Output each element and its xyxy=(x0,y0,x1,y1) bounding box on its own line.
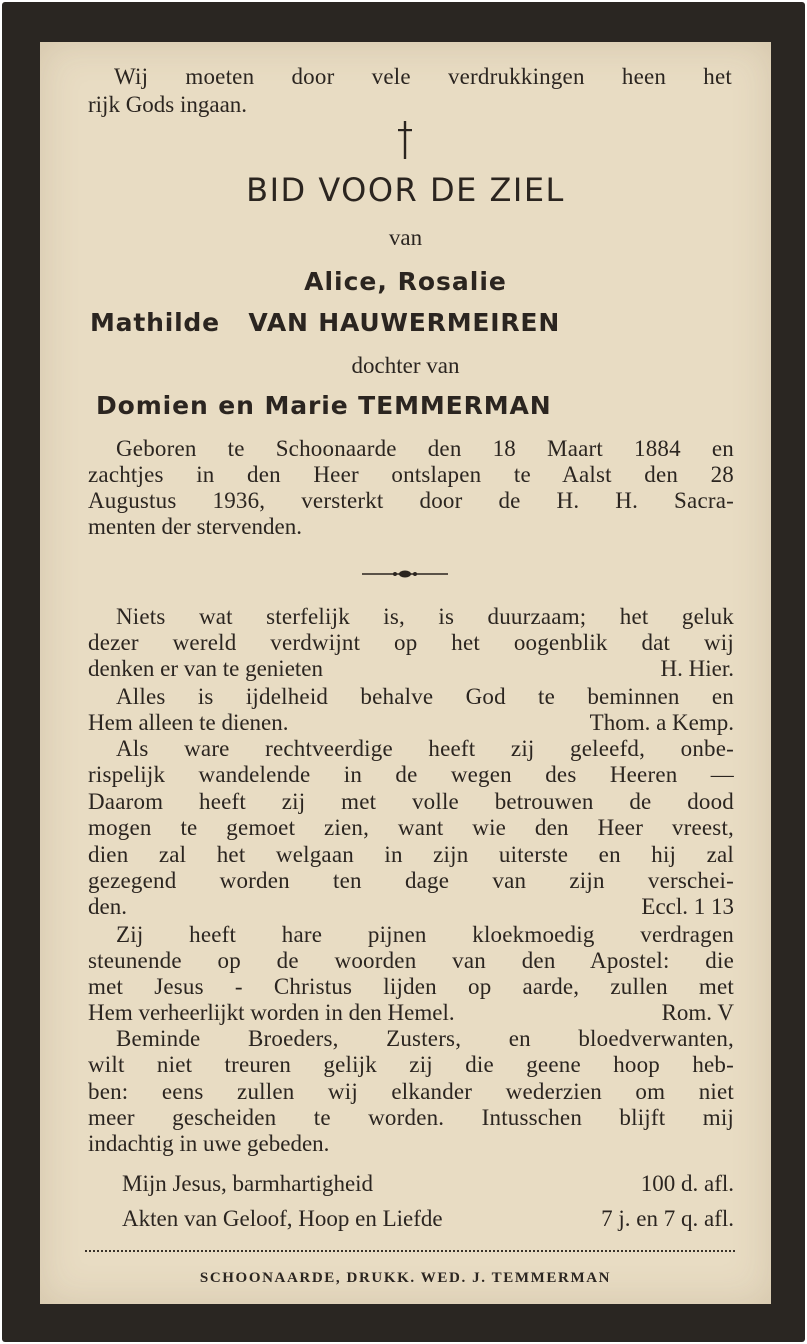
page-title: BID VOOR DE ZIEL xyxy=(246,171,565,209)
card-paper xyxy=(40,42,771,1304)
meditation-line: Beminde Broeders, Zusters, en bloedverwanten, xyxy=(116,1026,734,1051)
meditation-line: Zij heeft hare pijnen kloekmoedig verdragen xyxy=(116,922,734,947)
biography-line: Augustus 1936, versterkt door de H. H. Sacra- xyxy=(88,488,734,513)
biography-line: Geboren te Schoonaarde den 18 Maart 1884 en xyxy=(116,436,734,461)
biography-line: menten der stervenden. xyxy=(88,514,302,539)
meditation-line: met Jesus - Christus lijden op aarde, zullen met xyxy=(88,974,734,999)
meditation-line: wilt niet treuren gelijk zij die geene hoop heb- xyxy=(88,1052,734,1077)
biography-line: zachtjes in den Heer ontslapen te Aalst den 28 xyxy=(88,462,734,487)
parents-names: Domien en Marie TEMMERMAN xyxy=(96,391,552,420)
daughter-of-label: dochter van xyxy=(351,353,460,378)
citation-source: Eccl. 1 13 xyxy=(641,894,734,919)
citation-source: Rom. V xyxy=(661,1000,734,1025)
deceased-name: Mathilde VAN HAUWERMEIREN xyxy=(90,308,561,337)
meditation-line: den. xyxy=(88,894,127,919)
cross-icon xyxy=(395,120,415,160)
citation-source: H. Hier. xyxy=(660,656,734,681)
memorial-card xyxy=(2,2,805,1342)
printer-imprint: SCHOONAARDE, DRUKK. WED. J. TEMMERMAN xyxy=(199,1270,612,1286)
meditation-line: ben: eens zullen wij elkander wederzien om niet xyxy=(88,1079,734,1104)
meditation-line: dezer wereld verdwijnt op het oogenblik dat wij xyxy=(88,630,734,655)
meditation-line: Als ware rechtveerdige heeft zij geleefd, onbe- xyxy=(116,736,734,761)
meditation-line: Hem verheerlijkt worden in den Hemel. xyxy=(88,1000,455,1025)
meditation-line: gezegend worden ten dage van zijn verschei- xyxy=(88,868,734,893)
epigraph-line-2: rijk Gods ingaan. xyxy=(88,92,248,117)
deceased-first-names: Alice, Rosalie xyxy=(304,267,507,296)
indulgence-amount: 100 d. afl. xyxy=(640,1171,734,1196)
meditation-line: steunende op de woorden van den Apostel: die xyxy=(88,948,734,973)
meditation-line: rispelijk wandelende in de wegen des Heeren — xyxy=(88,762,734,787)
meditation-line: Alles is ijdelheid behalve God te beminnen en xyxy=(116,684,734,709)
ornament-divider-icon xyxy=(360,567,450,581)
meditation-line: dien zal het welgaan in zijn uiterste en hij zal xyxy=(88,842,734,867)
indulgence-prayer: Mijn Jesus, barmhartigheid xyxy=(122,1171,374,1196)
meditation-line: Hem alleen te dienen. xyxy=(88,710,289,735)
meditation-line: Daarom heeft zij met volle betrouwen de dood xyxy=(88,789,734,814)
dotted-divider xyxy=(85,1250,735,1252)
meditation-line: denken er van te genieten xyxy=(88,656,323,681)
meditation-line: indachtig in uwe gebeden. xyxy=(88,1131,330,1156)
meditation-line: Niets wat sterfelijk is, is duurzaam; het geluk xyxy=(116,604,734,629)
indulgence-amount: 7 j. en 7 q. afl. xyxy=(601,1206,734,1231)
citation-source: Thom. a Kemp. xyxy=(589,710,734,735)
meditation-line: meer gescheiden te worden. Intusschen blijft mij xyxy=(88,1105,734,1130)
epigraph-line-1: Wij moeten door vele verdrukkingen heen het xyxy=(114,64,732,89)
indulgence-prayer: Akten van Geloof, Hoop en Liefde xyxy=(122,1206,443,1231)
meditation-line: mogen te gemoet zien, want wie den Heer vreest, xyxy=(88,815,734,840)
van-label: van xyxy=(388,225,423,250)
